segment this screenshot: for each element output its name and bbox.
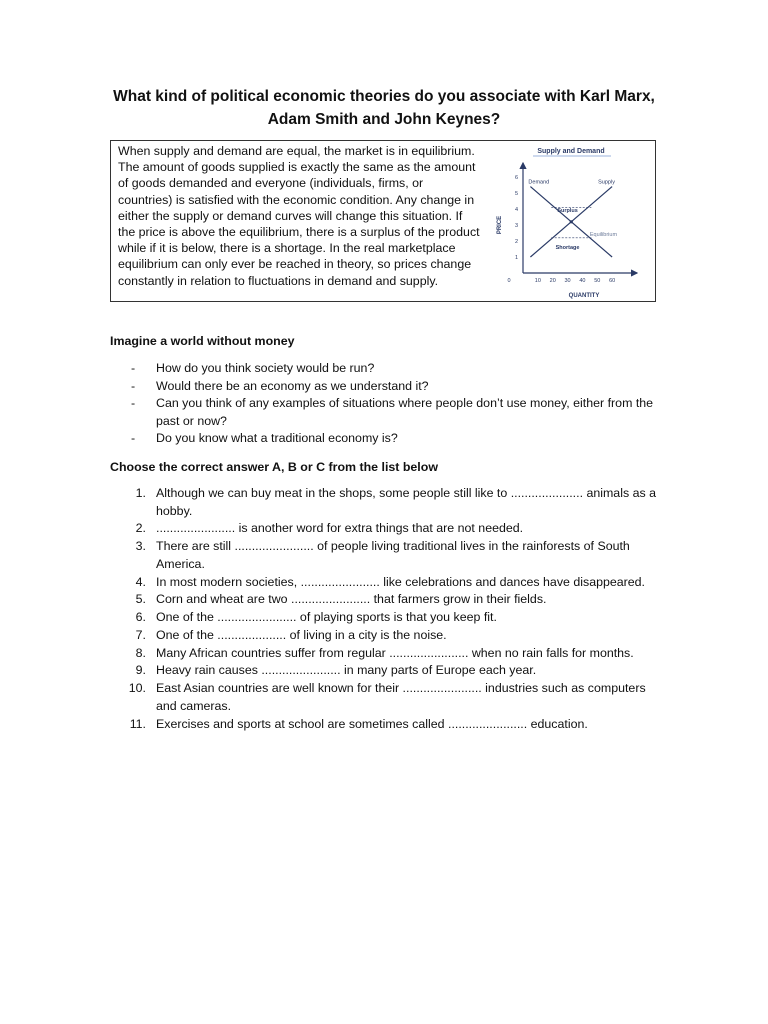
info-box-text: When supply and demand are equal, the market is in equilibrium. The amount of goods supplied is exactly the same as the amount of goods demanded and everyone (individuals, firms, or countries) is satisfied with the economic condition. Any change in either the supply or demand curves will change this situation. If the price is above the equilibrium, there is a surplus of the product while if it is below, there is a shortage. In the real marketplace equilibrium can only ever be reached in theory, so prices change constantly in relation to fluctuations in demand and supply.: [118, 144, 480, 288]
list-item: [110, 645, 660, 663]
item-text: East Asian countries are well known for their ....................... industries such as computers and cameras.: [156, 681, 646, 713]
supply-demand-chart: [489, 143, 653, 299]
annotation-surplus: Surplus: [557, 208, 578, 215]
item-number: 4.: [135, 574, 146, 589]
list-item: [110, 627, 660, 645]
y-tick-label: 5: [514, 191, 518, 197]
list-item: - Can you think of any examples of situations where people don’t use money, either from the past or now?: [110, 395, 660, 429]
x-tick-label: 60: [609, 278, 616, 284]
series-label-supply: Supply: [598, 179, 615, 186]
x-tick-label: 10: [534, 278, 541, 284]
item-text: Many African countries suffer from regular ....................... when no rain falls for months.: [156, 645, 634, 660]
annotation-shortage: Shortage: [555, 245, 580, 251]
annotation-equilibrium: Equilibrium: [589, 232, 618, 239]
page-title: What kind of political economic theories do you associate with Karl Marx, Adam Smith and John Keynes?: [113, 88, 655, 128]
list-item: - Would there be an economy as we understand it?: [110, 378, 660, 395]
y-tick-label: 2: [514, 239, 518, 245]
x-axis-label: QUANTITY: [568, 293, 600, 299]
equilibrium-point: [570, 220, 573, 223]
item-number: 6.: [135, 610, 146, 625]
series-label-demand: Demand: [528, 179, 550, 186]
list-item: [110, 591, 660, 609]
x-tick-label: 40: [579, 278, 586, 284]
y-axis-label: PRICE: [497, 215, 503, 235]
y-tick-label: 4: [514, 207, 518, 213]
y-tick-label: 6: [514, 175, 518, 181]
x-tick-label: 20: [549, 278, 556, 284]
section2-heading: Choose the correct answer A, B or C from the list below: [110, 460, 438, 474]
item-text: In most modern societies, ....................... like celebrations and dances have disappeared.: [156, 574, 645, 589]
item-text: Although we can buy meat in the shops, some people still like to ..................... animals as a hobby.: [156, 486, 657, 518]
list-item: [110, 485, 660, 520]
item-number: 10.: [128, 681, 146, 696]
y-tick-label: 3: [514, 223, 518, 229]
chart-title: Supply and Demand: [537, 148, 605, 155]
x-tick-label: 0: [507, 278, 511, 284]
info-box: [110, 140, 656, 302]
y-tick-label: 1: [514, 255, 518, 261]
list-item: - Do you know what a traditional economy is?: [110, 430, 660, 447]
list-item: [110, 662, 660, 680]
item-text: ....................... is another word for extra things that are not needed.: [156, 521, 524, 536]
item-text: Heavy rain causes ....................... in many parts of Europe each year.: [156, 663, 537, 678]
item-text: One of the ....................... of playing sports is that you keep fit.: [156, 610, 497, 625]
item-text: There are still ....................... of people living traditional lives in the rainforests of South America.: [156, 539, 630, 571]
x-tick-label: 30: [564, 278, 571, 284]
list-item: [110, 609, 660, 627]
list-item: [110, 574, 660, 592]
item-number: 9.: [135, 663, 146, 678]
item-number: 7.: [135, 627, 146, 642]
x-tick-label: 50: [594, 278, 601, 284]
item-number: 2.: [135, 521, 146, 536]
list-item: [110, 520, 660, 538]
item-number: 5.: [135, 592, 146, 607]
item-number: 1.: [135, 486, 146, 500]
question-list: [110, 360, 660, 448]
item-text: One of the .................... of living in a city is the noise.: [156, 627, 447, 642]
item-number: 11.: [129, 716, 146, 731]
item-text: Exercises and sports at school are sometimes called ....................... education.: [156, 716, 588, 731]
section1-heading: Imagine a world without money: [110, 334, 295, 348]
list-item: [110, 716, 660, 734]
list-item: - How do you think society would be run?: [110, 360, 660, 377]
item-number: 8.: [135, 645, 146, 660]
item-text: Corn and wheat are two ....................... that farmers grow in their fields.: [156, 592, 547, 607]
item-number: 3.: [135, 539, 146, 554]
list-item: [110, 680, 660, 715]
list-item: [110, 538, 660, 573]
exercise-list: [110, 485, 660, 733]
